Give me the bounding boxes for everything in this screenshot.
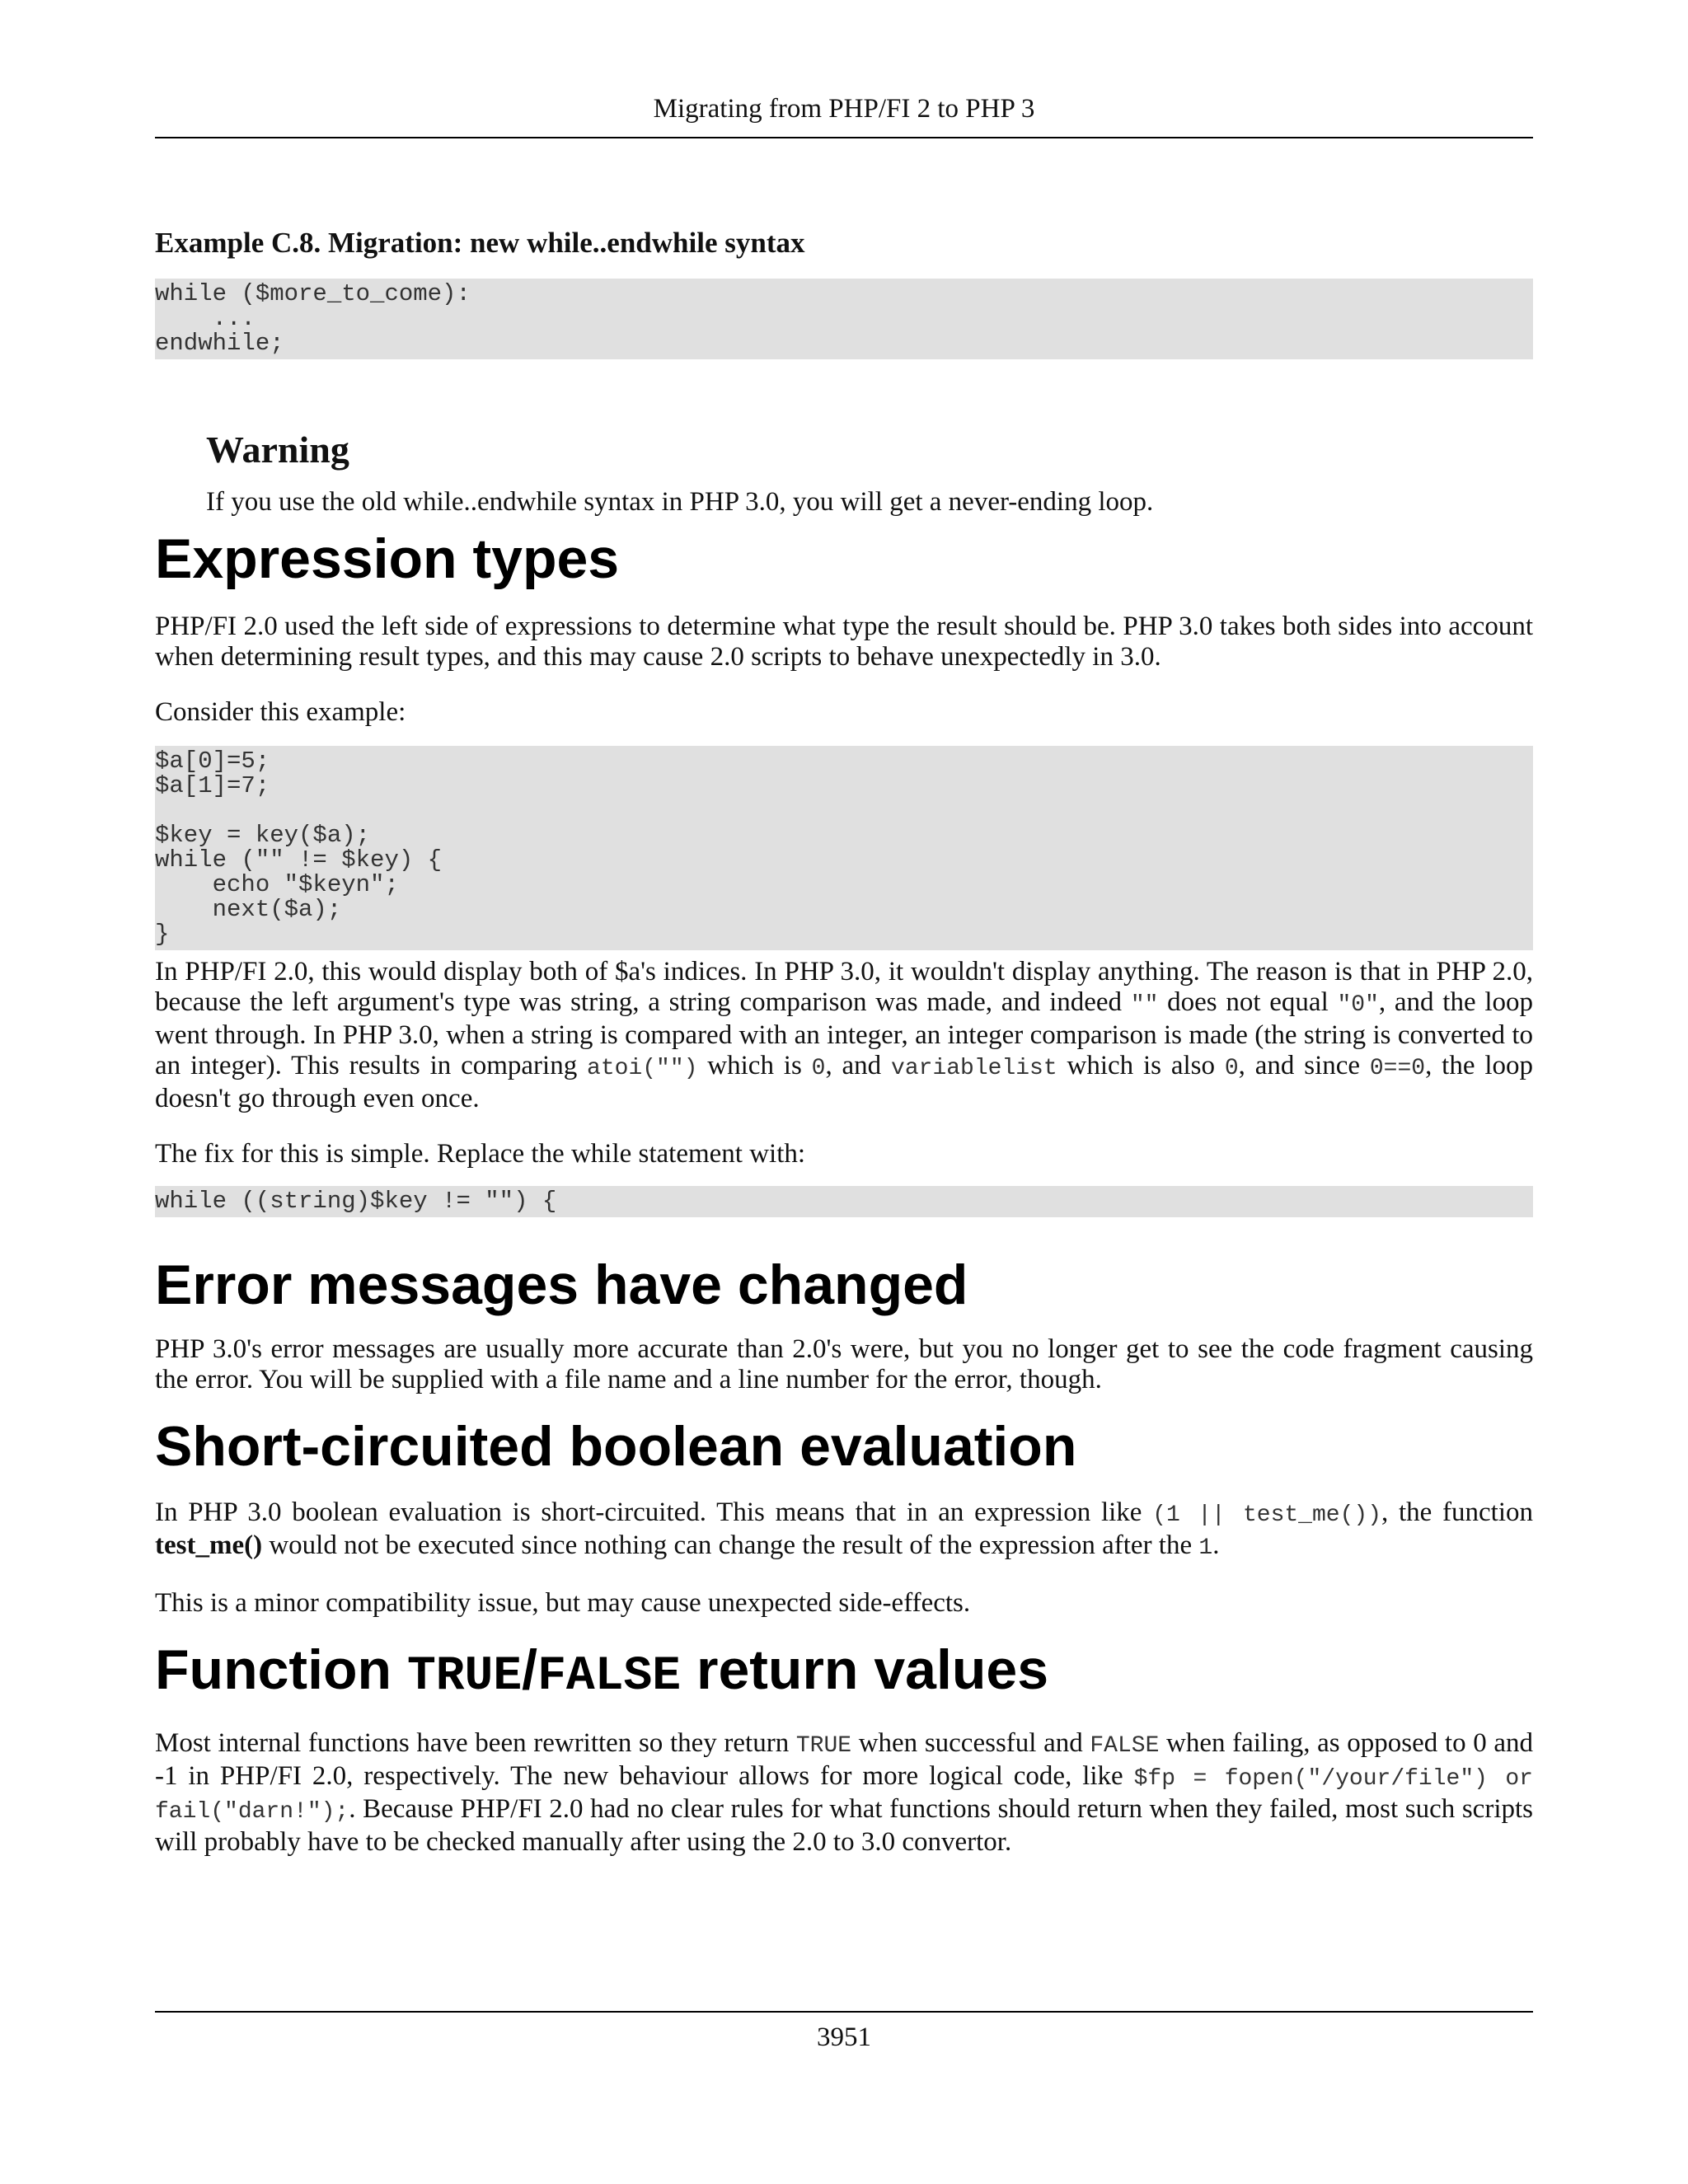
inline-code: $fp = fopen("/your/file") or fail("darn!"); bbox=[155, 1766, 1533, 1825]
paragraph-consider-example: Consider this example: bbox=[155, 697, 406, 727]
inline-code: TRUE bbox=[795, 1733, 852, 1759]
paragraph-expression-types-intro: PHP/FI 2.0 used the left side of expressions to determine what type the result should be. PHP 3.0 takes both sides into account when determining result types, and this may cause 2.0 scripts to behave unexpectedly in 3.0. bbox=[155, 612, 1533, 672]
warning-title: Warning bbox=[206, 429, 349, 471]
inline-code: 0 bbox=[811, 1056, 826, 1081]
footer-rule bbox=[155, 2011, 1533, 2013]
inline-code: "" bbox=[1130, 992, 1159, 1018]
function-name: test_me() bbox=[155, 1530, 263, 1560]
inline-code: FALSE bbox=[1090, 1733, 1160, 1759]
code-block-fix: while ((string)$key != "") { bbox=[155, 1186, 1533, 1217]
inline-code: 1 bbox=[1198, 1535, 1213, 1561]
paragraph-return-values: Most internal functions have been rewritten so they return TRUE when successful and FALSE when failing, as opposed to 0 and -1 in PHP/FI 2.0, respectively. The new behaviour allows for more logical code, like $fp = fopen("/your/file") or fail("darn!");. Because PHP/FI 2.0 had no clear rules for what functions should return when they failed, most such scripts will probably have to be checked manually after using the 2.0 to 3.0 convertor. bbox=[155, 1728, 1533, 1857]
page-number: 3951 bbox=[817, 2022, 871, 2052]
inline-code: (1 || test_me()) bbox=[1152, 1502, 1381, 1528]
paragraph-comparison-explanation: In PHP/FI 2.0, this would display both of $a's indices. In PHP 3.0, it wouldn't display anything. The reason is that in PHP 2.0, because the left argument's type was string, a string comparison was made, and indeed "" does not equal "0", and the loop went through. In PHP 3.0, when a string is compared with an integer, an integer comparison is made (the string is converted to an integer). This results in comparing atoi("") which is 0, and variablelist which is also 0, and since 0==0, the loop doesn't go through even once. bbox=[155, 957, 1533, 1113]
heading-expression-types: Expression types bbox=[155, 527, 620, 590]
heading-error-messages: Error messages have changed bbox=[155, 1254, 968, 1316]
paragraph-compat-note: This is a minor compatibility issue, but may cause unexpected side-effects. bbox=[155, 1588, 971, 1618]
heading-short-circuit: Short-circuited boolean evaluation bbox=[155, 1415, 1077, 1478]
code-block-key-loop: $a[0]=5; $a[1]=7; $key = key($a); while ("" != $key) { echo "$keyn"; next($a); } bbox=[155, 746, 1533, 950]
header-rule bbox=[155, 137, 1533, 138]
inline-code: atoi("") bbox=[587, 1056, 698, 1081]
warning-text: If you use the old while..endwhile syntax in PHP 3.0, you will get a never-ending loop. bbox=[206, 487, 1154, 517]
page-content bbox=[155, 224, 1533, 1858]
example-title: Example C.8. Migration: new while..endwhile syntax bbox=[155, 227, 805, 259]
code-block-while-endwhile: while ($more_to_come): ... endwhile; bbox=[155, 279, 1533, 359]
warning-admonition bbox=[206, 427, 1533, 518]
inline-code: 0==0 bbox=[1369, 1056, 1426, 1081]
paragraph-error-messages: PHP 3.0's error messages are usually more accurate than 2.0's were, but you no longer get to see the code fragment causing the error. You will be supplied with a file name and a line number for the error, though. bbox=[155, 1334, 1533, 1394]
inline-code: variablelist bbox=[891, 1056, 1057, 1081]
running-header: Migrating from PHP/FI 2 to PHP 3 bbox=[653, 94, 1035, 124]
inline-code: "0" bbox=[1337, 992, 1379, 1018]
inline-code: 0 bbox=[1224, 1056, 1239, 1081]
paragraph-short-circuit: In PHP 3.0 boolean evaluation is short-circuited. This means that in an expression like (1 || test_me()), the function test_me() would not be executed since nothing can change the result of the expression after the 1. bbox=[155, 1497, 1534, 1561]
paragraph-fix-intro: The fix for this is simple. Replace the while statement with: bbox=[155, 1139, 806, 1169]
heading-function-return-values: Function TRUE/FALSE return values bbox=[155, 1638, 1049, 1704]
